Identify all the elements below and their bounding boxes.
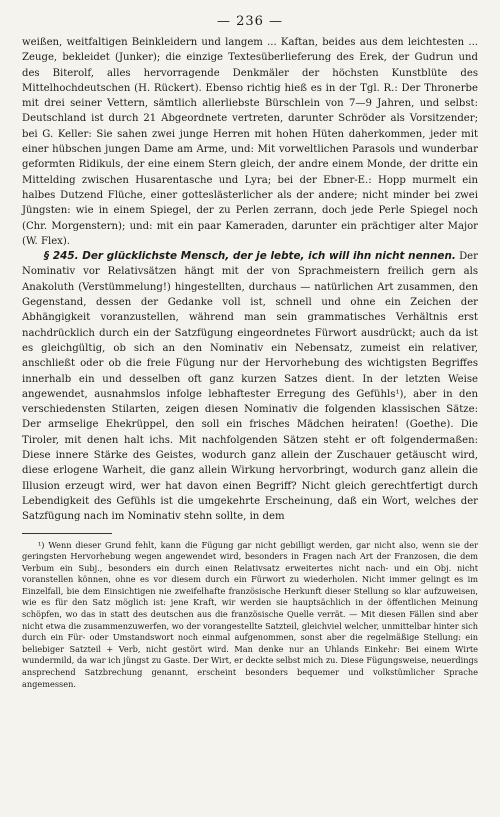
paragraph-2 (22, 249, 478, 524)
main-text (22, 35, 478, 525)
footnote-divider (22, 533, 112, 534)
section-heading: § 245. Der glücklichste Mensch, der je lebte, ich will ihn nicht nennen. (44, 250, 456, 263)
footnote: ¹) Wenn dieser Grund fehlt, kann die Fügung gar nicht gebilligt werden, gar nicht also, wenn sie der geringsten Hervorhebung wegen angewendet wird, besonders in Fragen nach Art der Franzosen, die dem Verbum ein Subj., besonders ein durch einen Relativsatz erweitertes nicht nach- und ein Obj. nicht voranstellen können, ohne es vor diesem durch ein Fürwort zu wiederholen. Nicht immer gelingt es im Einzelfall, bie dem Einsichtigen nie zweifelhafte französische Herkunft dieser Stellung so klar aufzuweisen, wie es für den Satz möglich ist: jene Kraft, wir werden sie hauptsächlich in der öffentlichen Meinung schöpfen, wo das in statt des deutschen aus die französische Quelle verrät. — Mit diesen Fällen sind aber nicht etwa die zusammenzuwerfen, wo der vorangestellte Satzteil, gleichviel welcher, unmittelbar hinter sich durch ein Für- oder Umstandswort noch einmal aufgenommen, sonst aber die regelmäßige Stellung: ein beliebiger Satzteil + Verb, nicht gestört wird. Man denke nur an Uhlands Einkehr: Bei einem Wirte wundermild, da war ich jüngst zu Gaste. Der Wirt, er deckte selbst mich zu. Diese Fügungsweise, neuerdings ansprechend Satzbrechung genannt, erscheint besonders bequemer und volkstümlicher Sprache angemessen. (22, 539, 478, 689)
paragraph-1: weißen, weitfaltigen Beinkleidern und langem ... Kaftan, beides aus dem leichtesten ... Zeuge, bekleidet (Junker); die einzige Textesüberlieferung des Erek, der Gudrun und des Biterolf, alles hervorragende Denkmäler der höchsten Kunstblüte des Mittelhochdeutschen (H. Rückert). Ebenso richtig hieß es in der Tgl. R.: Der Thronerbe mit drei seiner Vettern, sämtlich allerliebste Bürschlein von 7—9 Jahren, und selbst: Deutschland ist durch 21 Abgeordnete vertreten, darunter Schröder als Vorsitzender; bei G. Keller: Sie sahen zwei junge Herren mit hohen Hüten daherkommen, jeder mit einer hübschen jungen Dame am Arme, und: Mit vorweltlichen Parasols und wunderbar geformten Ridikuls, der eine einem Stern gleich, der andre einem Monde, der dritte ein Mittelding zwischen Husarentasche und Lyra; bei der Ebner-E.: Hopp murmelt ein halbes Dutzend Flüche, einer gotteslästerlicher als der andere; nicht minder bei zwei Jüngsten: wie in einem Spiegel, der zu Perlen zerrann, doch jede Perle Spiegel noch (Chr. Morgenstern); und: mit ein paar Kameraden, darunter ein prächtiger alter Major (W. Flex). (22, 37, 478, 247)
page-number: — 236 — (216, 14, 284, 29)
paragraph-2-text: Der Nominativ vor Relativsätzen hängt mit der von Sprachmeistern freilich gern als Anakoluth (Verstümmelung!) hingestellten, durchaus — natürlichen Art zusammen, den Gegenstand, dessen der Gedanke voll ist, schnell und ohne ein Zeichen der Abhängigkeit voranzustellen, während man sein grammatisches Verhältnis erst nachdrücklich durch ein der Satzfügung eingeordnetes Fürwort ausdrückt; auch da ist es gleichgültig, ob sich an den Nominativ ein Nebensatz, zumeist ein relativer, anschließt oder ob die freie Fügung nur der Hervorhebung des wichtigsten Begriffes innerhalb ein und desselben oft ganz kurzen Satzes dient. In der letzten Weise angewendet, ausnahmslos infolge lebhaftester Erregung des Gefühls¹), aber in den verschiedensten Stilarten, zeigen diesen Nominativ die folgenden klassischen Sätze: Der armselige Ehekrüppel, den soll ein frisches Mädchen heiraten! (Goethe). Die Tiroler, mit denen halt ichs. Mit nachfolgenden Sätzen steht er oft folgendermaßen: Diese innere Stärke des Geistes, wodurch ganz allein der Zuschauer getäuscht wird, diese erlogene Warheit, die ganz allein Wirkung hervorbringt, wodurch ganz allein die Illusion erzeugt wird, wer hat davon einen Begriff? Nicht gleich gerechtfertigt durch Lebendigkeit des Gefühls ist die umgekehrte Erscheinung, daß ein Wort, welches der Satzfügung nach im Nominativ stehn sollte, in dem (22, 251, 478, 523)
